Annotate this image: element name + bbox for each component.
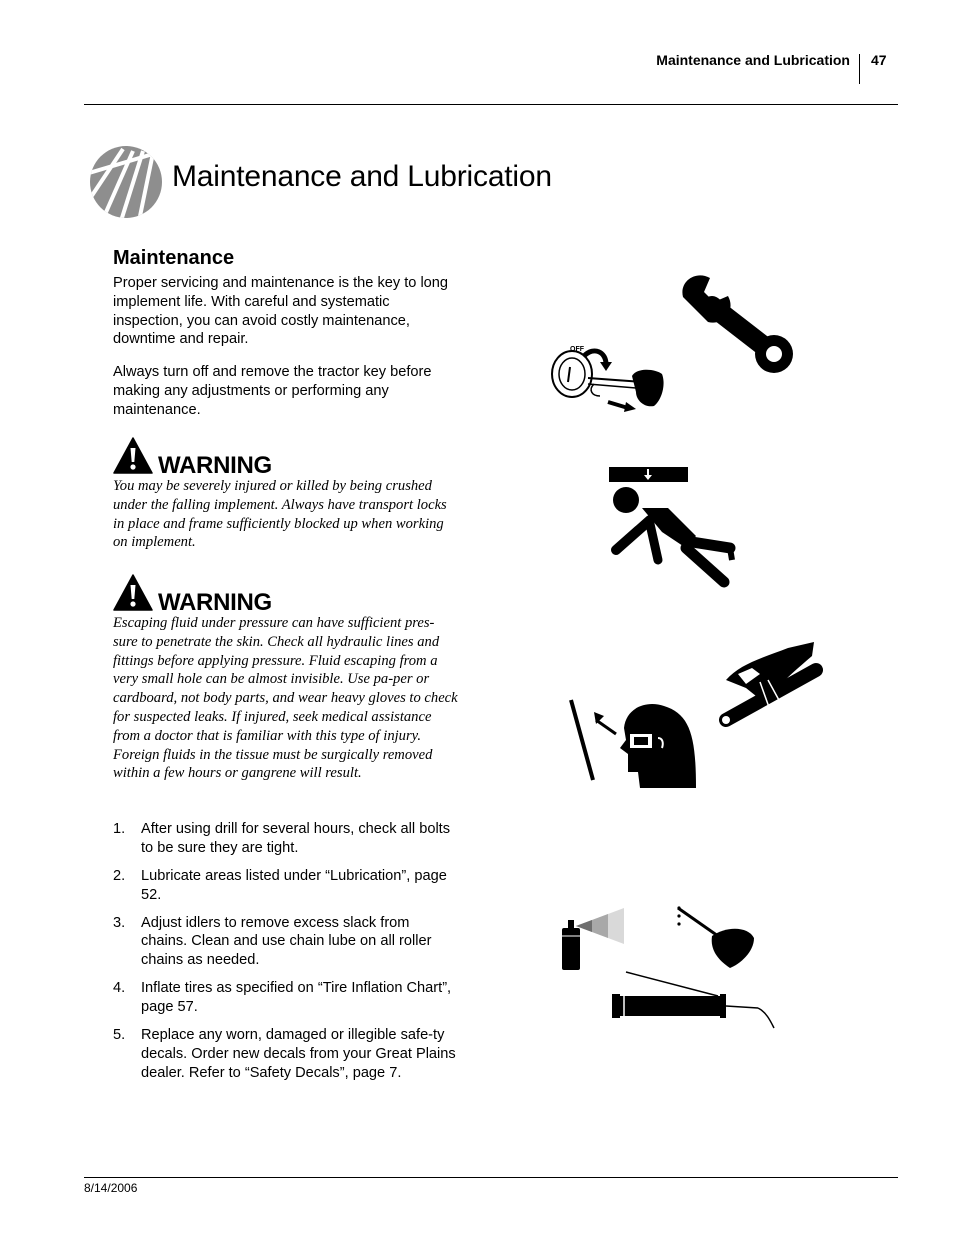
face-shield-icon bbox=[571, 700, 696, 788]
warning-title: WARNING bbox=[158, 452, 272, 479]
step-number: 3. bbox=[113, 914, 126, 931]
great-plains-logo-icon bbox=[89, 145, 163, 219]
footer-date: 8/14/2006 bbox=[84, 1181, 138, 1195]
step-number: 2. bbox=[113, 867, 126, 884]
step-number: 4. bbox=[113, 980, 126, 997]
wrench-icon bbox=[682, 275, 793, 373]
ignition-key-icon bbox=[552, 346, 664, 412]
grease-gun-icon bbox=[612, 972, 774, 1028]
glove-hose-icon bbox=[722, 642, 816, 724]
lubrication-illustration bbox=[558, 900, 780, 1030]
list-item bbox=[113, 820, 458, 858]
crush-hazard-illustration bbox=[606, 464, 740, 594]
running-header-title: Maintenance and Lubrication bbox=[656, 52, 850, 68]
step-number: 5. bbox=[113, 1026, 126, 1043]
header-separator bbox=[859, 54, 860, 84]
key-removal-paragraph: Always turn off and remove the tractor key before making any adjustments or performing any maintenance. bbox=[113, 364, 432, 418]
step-text: Lubricate areas listed under “Lubrication”, page 52. bbox=[141, 867, 447, 903]
chapter-title: Maintenance and Lubrication bbox=[172, 160, 552, 193]
warning-triangle-icon bbox=[113, 437, 153, 474]
list-item bbox=[113, 1026, 458, 1082]
hydraulic-leak-illustration bbox=[566, 640, 826, 792]
list-item bbox=[113, 867, 458, 905]
warning-title: WARNING bbox=[158, 589, 272, 616]
maintenance-steps-list bbox=[113, 820, 458, 1092]
warning-text-crush: You may be severely injured or killed by being crushed under the falling implement. Always have transport locks in place and frame sufficiently blocked up when working on implement. bbox=[113, 478, 447, 551]
section-heading: Maintenance bbox=[113, 247, 235, 269]
key-off-label: OFF bbox=[570, 346, 584, 353]
warning-triangle-icon bbox=[113, 574, 153, 611]
list-item bbox=[113, 914, 458, 970]
step-number: 1. bbox=[113, 821, 126, 837]
bottom-rule bbox=[84, 1177, 898, 1178]
warning-text-hydraulic: Escaping fluid under pressure can have sufficient pres-sure to penetrate the skin. Check all hydraulic lines and fittings before applying pressure. Fluid escaping from a very small hole can be almost invisible. Use pa-per or cardboard, not body parts, and wear heavy gloves to check for suspected leaks. If injured, seek medical assistance from a doctor that is familiar with this type of injury. Foreign fluids in the tissue must be surgically removed within a few hours or gangrene will result. bbox=[113, 615, 458, 782]
step-text: Replace any worn, damaged or illegible safe-ty decals. Order new decals from your Great Plains dealer. Refer to “Safety Decals”, page 7. bbox=[141, 1026, 456, 1081]
intro-paragraph: Proper servicing and maintenance is the key to long implement life. With careful and systematic inspection, you can avoid costly maintenance, downtime and repair. bbox=[113, 275, 449, 348]
spray-can-icon bbox=[562, 908, 624, 970]
wrench-key-illustration bbox=[544, 272, 804, 418]
list-item bbox=[113, 979, 458, 1017]
step-text: After using drill for several hours, check all bolts to be sure they are tight. bbox=[141, 821, 451, 856]
page-number: 47 bbox=[871, 52, 887, 68]
step-text: Inflate tires as specified on “Tire Inflation Chart”, page 57. bbox=[141, 980, 452, 1015]
oil-can-icon bbox=[677, 906, 754, 968]
top-rule bbox=[84, 104, 898, 105]
step-text: Adjust idlers to remove excess slack from chains. Clean and use chain lube on all roller chains as needed. bbox=[141, 914, 432, 969]
